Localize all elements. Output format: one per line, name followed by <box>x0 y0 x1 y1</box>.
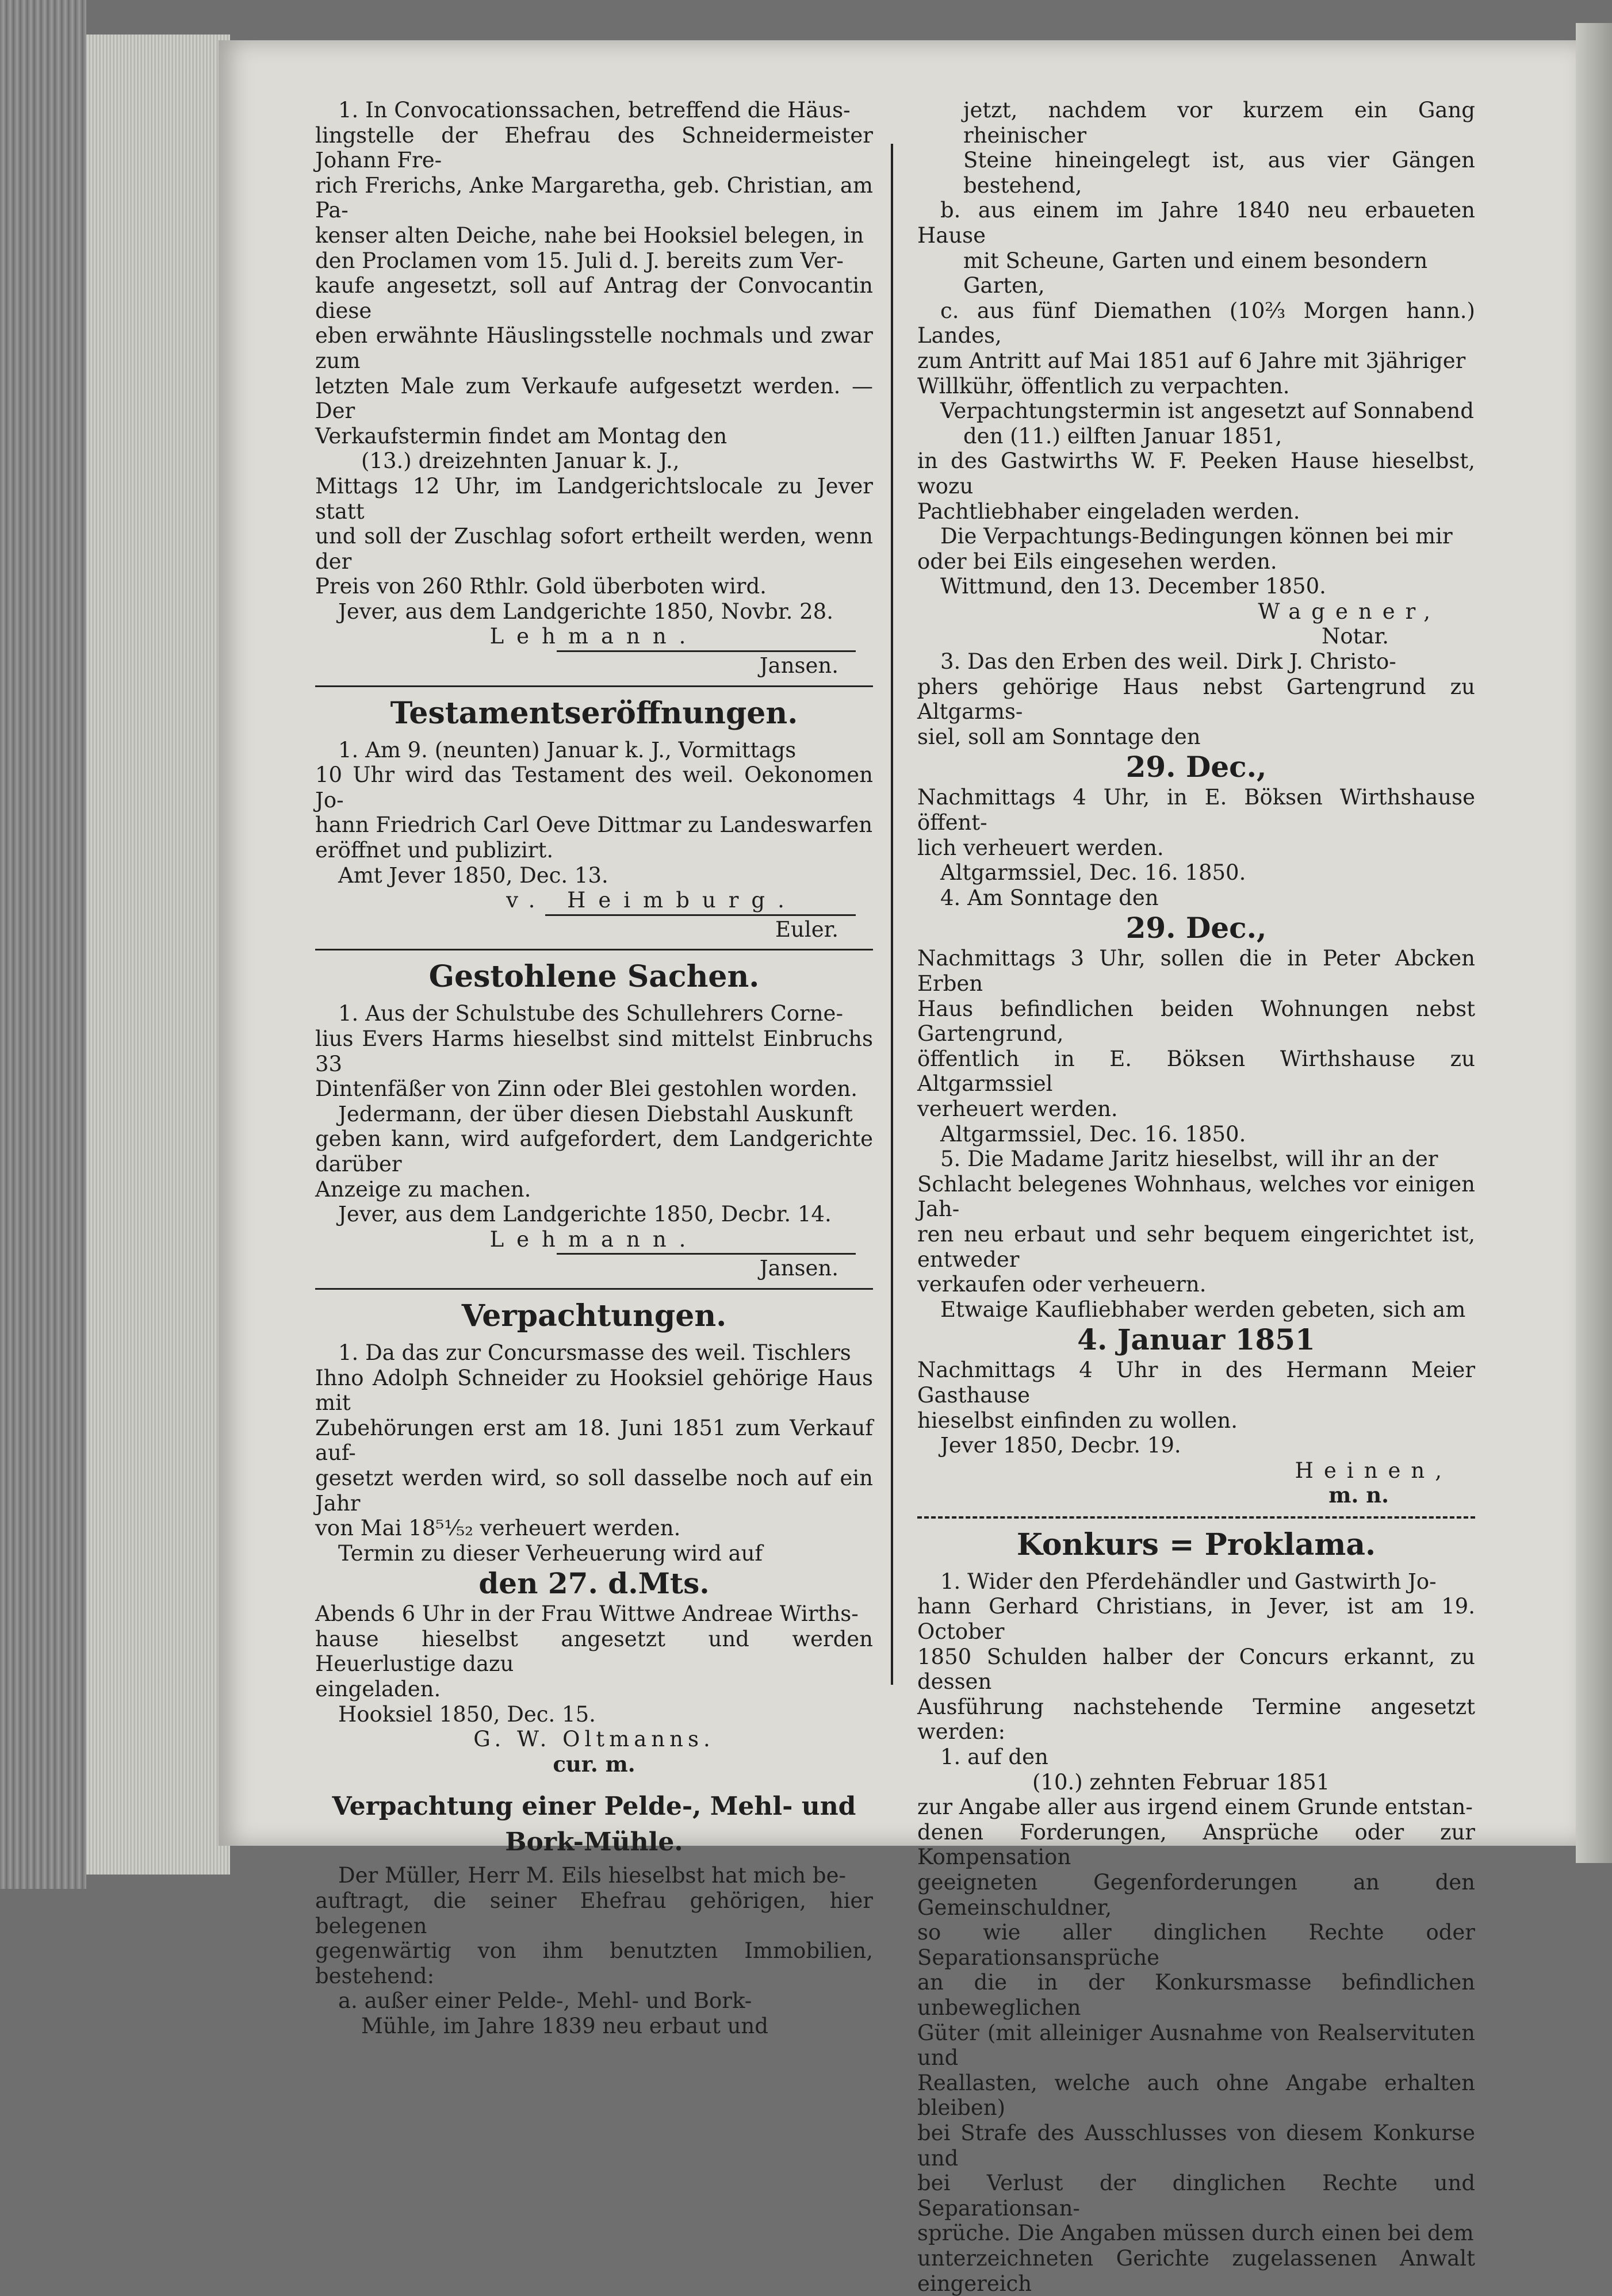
text-line: Güter (mit alleiniger Ausnahme von Realservituten und <box>917 2020 1475 2071</box>
text-line: Dintenfäßer von Zinn oder Blei gestohlen worden. <box>315 1076 857 1102</box>
text-line: unterzeichneten Gerichte zugelassenen Anwalt eingereich <box>917 2245 1475 2296</box>
place-date: Jever, aus dem Landgerichte 1850, Novbr. 28. <box>338 599 833 624</box>
text-line: Schlacht belegenes Wohnhaus, welches vor einigen Jah- <box>917 1171 1475 1222</box>
text-line: letzten Male zum Verkaufe aufgesetzt werden. — Der <box>315 373 873 424</box>
text-line: Etwaige Kaufliebhaber werden gebeten, sich am <box>940 1297 1466 1322</box>
text-line: bei Verlust der dinglichen Rechte und Separationsan- <box>917 2171 1475 2221</box>
text-line: verheuert werden. <box>917 1096 1118 1121</box>
section-rule <box>315 685 873 687</box>
section-rule <box>917 1516 1475 1519</box>
section-heading: Gestohlene Sachen. <box>428 959 760 995</box>
text-line: kaufe angesetzt, soll auf Antrag der Convocantin diese <box>315 273 873 323</box>
text-line: hann Friedrich Carl Oeve Dittmar zu Landeswarfen <box>315 812 873 838</box>
facing-page-edge <box>1576 23 1612 1863</box>
date-highlight: 29. Dec., <box>1125 750 1267 784</box>
date-highlight: 29. Dec., <box>1125 911 1267 945</box>
text-line: eben erwähnte Häuslingsstelle nochmals und zwar zum <box>315 323 873 373</box>
text-line: 1. In Convocationssachen, betreffend die Häus- <box>338 98 851 122</box>
left-column <box>315 98 873 2039</box>
text-line: Mittags 12 Uhr, im Landgerichtslocale zu Jever statt <box>315 473 873 524</box>
section-heading: Verpachtungen. <box>461 1298 727 1333</box>
text-line: Abends 6 Uhr in der Frau Wittwe Andreae Wirths- <box>315 1601 859 1627</box>
signature: Jansen. <box>759 1256 838 1281</box>
column-divider <box>891 144 893 1685</box>
signature: m. n. <box>1328 1482 1389 1508</box>
date-highlight: 4. Januar 1851 <box>1077 1323 1315 1357</box>
text-line: Nachmittags 4 Uhr in des Hermann Meier Gasthause <box>917 1358 1475 1408</box>
text-line: lius Evers Harms hieselbst sind mittelst Einbruchs 33 <box>315 1026 873 1076</box>
text-line: von Mai 18⁵¹⁄₅₂ verheuert werden. <box>315 1516 681 1541</box>
text-line: hieselbst einfinden zu wollen. <box>917 1408 1238 1433</box>
text-line: auftragt, die seiner Ehefrau gehörigen, hier belegenen <box>315 1888 873 1938</box>
text-line: 5. Die Madame Jaritz hieselbst, will ihr an der <box>940 1147 1438 1172</box>
section-heading: Konkurs = Proklama. <box>1016 1527 1376 1562</box>
text-line: eingeladen. <box>315 1677 441 1702</box>
text-line: Termin zu dieser Verheuerung wird auf <box>338 1540 763 1566</box>
text-line: Zubehörungen erst am 18. Juni 1851 zum Verkauf auf- <box>315 1415 873 1466</box>
testament-section <box>315 695 873 942</box>
notice-3 <box>917 649 1475 886</box>
signature: Lehmann. <box>489 1226 699 1252</box>
text-line: öffentlich in E. Böksen Wirthshause zu Altgarmssiel <box>917 1046 1475 1097</box>
text-line: Der Müller, Herr M. Eils hieselbst hat mich be- <box>338 1863 846 1888</box>
text-line: bei Strafe des Ausschlusses von diesem Konkurse und <box>917 2120 1475 2171</box>
text-line: den Proclamen vom 15. Juli d. J. bereits zum Ver- <box>315 248 844 273</box>
text-line: Nachmittags 4 Uhr, in E. Böksen Wirthshause öffent- <box>917 785 1475 835</box>
section-rule <box>315 1288 873 1290</box>
signature-rule <box>557 1253 856 1255</box>
page-stack <box>86 35 230 1875</box>
text-line: an die in der Konkursmasse befindlichen unbeweglichen <box>917 1970 1475 2020</box>
date-line: (10.) zehnten Februar 1851 <box>1032 1769 1330 1795</box>
place-date: Altgarmssiel, Dec. 16. 1850. <box>940 1121 1246 1147</box>
leases-section <box>315 1298 873 1777</box>
text-line: Willkühr, öffentlich zu verpachten. <box>917 373 1290 398</box>
place-date: Jever 1850, Decbr. 19. <box>940 1433 1181 1458</box>
text-line: 10 Uhr wird das Testament des weil. Oekonomen Jo- <box>315 762 873 812</box>
text-line: Jedermann, der über diesen Diebstahl Auskunft <box>338 1101 853 1126</box>
signature: Heinen, <box>1295 1458 1452 1483</box>
text-line: Garten, <box>963 273 1045 298</box>
signature: cur. m. <box>553 1751 635 1777</box>
text-line: geben kann, wird aufgefordert, dem Landgerichte darüber <box>315 1126 873 1176</box>
text-line: 1. Aus der Schulstube des Schullehrers Corne- <box>338 1001 843 1026</box>
book-spine-edge <box>0 0 86 1889</box>
notice-5 <box>917 1147 1475 1508</box>
right-column <box>917 98 1475 2296</box>
text-line: Reallasten, welche auch ohne Angabe erhalten bleiben) <box>917 2070 1475 2121</box>
text-line: in des Gastwirths W. F. Peeken Hause hieselbst, wozu <box>917 449 1475 499</box>
text-line: und soll der Zuschlag sofort ertheilt werden, wenn der <box>315 524 873 574</box>
text-line: Preis von 260 Rthlr. Gold überboten wird. <box>315 574 767 599</box>
section-heading: Verpachtung einer Pelde-, Mehl- und <box>332 1792 856 1822</box>
text-line: gegenwärtig von ihm benutzten Immobilien, bestehend: <box>315 1938 873 1988</box>
mill-lease-section <box>315 1792 873 2038</box>
text-line: zum Antritt auf Mai 1851 auf 6 Jahre mit 3jähriger <box>917 348 1466 373</box>
signature-rule <box>545 914 856 916</box>
text-line: 1. auf den <box>940 1745 1048 1770</box>
text-line: 4. Am Sonntage den <box>940 885 1159 910</box>
text-line: Verpachtungstermin ist angesetzt auf Sonnabend <box>940 398 1474 424</box>
text-line: 1850 Schulden halber der Concurs erkannt, zu dessen <box>917 1644 1475 1695</box>
text-line: so wie aller dinglichen Rechte oder Separationsansprüche <box>917 1920 1475 1970</box>
signature: v. Heimburg. <box>506 888 797 913</box>
place-date: Altgarmssiel, Dec. 16. 1850. <box>940 860 1246 886</box>
signature: Wagener, <box>1258 599 1441 624</box>
text-line: Ihno Adolph Schneider zu Hooksiel gehörige Haus mit <box>315 1365 873 1416</box>
signature: Euler. <box>775 917 838 942</box>
place-date: Amt Jever 1850, Dec. 13. <box>338 863 608 888</box>
text-line: a. außer einer Pelde-, Mehl- und Bork- <box>338 1988 752 2014</box>
text-line: geeigneten Gegenforderungen an den Gemeinschuldner, <box>917 1870 1475 1920</box>
text-line: oder bei Eils eingesehen werden. <box>917 549 1277 574</box>
section-heading: Testamentseröffnungen. <box>390 695 798 731</box>
text-line: hann Gerhard Christians, in Jever, ist am 19. October <box>917 1594 1475 1645</box>
date-line: (13.) dreizehnten Januar k. J., <box>361 449 680 474</box>
text-line: Mühle, im Jahre 1839 neu erbaut und <box>361 2014 768 2038</box>
text-line: ren neu erbaut und sehr bequem eingerichtet ist, entweder <box>917 1221 1475 1272</box>
place-date: Hooksiel 1850, Dec. 15. <box>338 1701 596 1727</box>
text-line: lingstelle der Ehefrau des Schneidermeister Johann Fre- <box>315 122 873 173</box>
mill-lease-continued <box>917 98 1475 649</box>
text-line: 1. Wider den Pferdehändler und Gastwirth Jo- <box>940 1569 1437 1594</box>
text-line: eröffnet und publizirt. <box>315 838 554 863</box>
section-heading: Bork-Mühle. <box>505 1827 683 1857</box>
date-line: den (11.) eilften Januar 1851, <box>963 423 1282 449</box>
text-line: 1. Da das zur Concursmasse des weil. Tischlers <box>338 1340 851 1365</box>
place-date: Jever, aus dem Landgerichte 1850, Decbr. 14. <box>338 1202 832 1227</box>
text-line: kenser alten Deiche, nahe bei Hooksiel belegen, in <box>315 223 864 248</box>
text-line: Steine hineingelegt ist, aus vier Gängen bestehend, <box>963 148 1475 198</box>
stolen-items-section <box>315 959 873 1281</box>
text-line: jetzt, nachdem vor kurzem ein Gang rheinischer <box>963 98 1475 148</box>
text-line: Pachtliebhaber eingeladen werden. <box>917 499 1300 524</box>
text-line: zur Angabe aller aus irgend einem Grunde entstan- <box>917 1795 1473 1820</box>
text-line: rich Frerichs, Anke Margaretha, geb. Christian, am Pa- <box>315 173 873 223</box>
date-highlight: den 27. d.Mts. <box>478 1566 710 1601</box>
text-line: sprüche. Die Angaben müssen durch einen bei dem <box>917 2221 1474 2246</box>
text-line: phers gehörige Haus nebst Gartengrund zu Altgarms- <box>917 674 1475 725</box>
signature: Jansen. <box>759 653 838 679</box>
signature: Lehmann. <box>489 624 699 649</box>
place-date: Wittmund, den 13. December 1850. <box>940 574 1326 599</box>
signature-rule <box>557 650 856 652</box>
text-line: lich verheuert werden. <box>917 835 1164 860</box>
notice-4 <box>917 886 1475 1147</box>
text-line: Verkaufstermin findet am Montag den <box>315 423 727 449</box>
text-line: Haus befindlichen beiden Wohnungen nebst Gartengrund, <box>917 996 1475 1047</box>
text-line: mit Scheune, Garten und einem besondern <box>963 248 1428 273</box>
section-rule <box>315 949 873 950</box>
text-line: Ausführung nachstehende Termine angesetzt werden: <box>917 1694 1475 1745</box>
text-line: gesetzt werden wird, so soll dasselbe noch auf ein Jahr <box>315 1465 873 1516</box>
text-line: Anzeige zu machen. <box>315 1176 531 1202</box>
text-line: hause hieselbst angesetzt und werden Heuerlustige dazu <box>315 1626 873 1677</box>
text-line: verkaufen oder verheuern. <box>917 1272 1207 1297</box>
text-line: denen Forderungen, Ansprüche oder zur Kompensation <box>917 1819 1475 1870</box>
text-line: b. aus einem im Jahre 1840 neu erbaueten Hause <box>917 198 1475 248</box>
text-line: siel, soll am Sonntage den <box>917 724 1201 749</box>
text-line: Die Verpachtungs-Bedingungen können bei mir <box>940 524 1453 549</box>
text-line: Nachmittags 3 Uhr, sollen die in Peter Abcken Erben <box>917 946 1475 996</box>
text-line: 1. Am 9. (neunten) Januar k. J., Vormittags <box>338 737 797 762</box>
text-line: c. aus fünf Diemathen (10⅔ Morgen hann.) Landes, <box>917 298 1475 348</box>
signature-title: Notar. <box>1322 624 1389 649</box>
bankruptcy-section <box>917 1527 1475 2296</box>
signature: G. W. Oltmanns. <box>473 1727 715 1752</box>
text-line: 3. Das den Erben des weil. Dirk J. Christo- <box>940 649 1396 674</box>
convocation-notice <box>315 98 873 679</box>
